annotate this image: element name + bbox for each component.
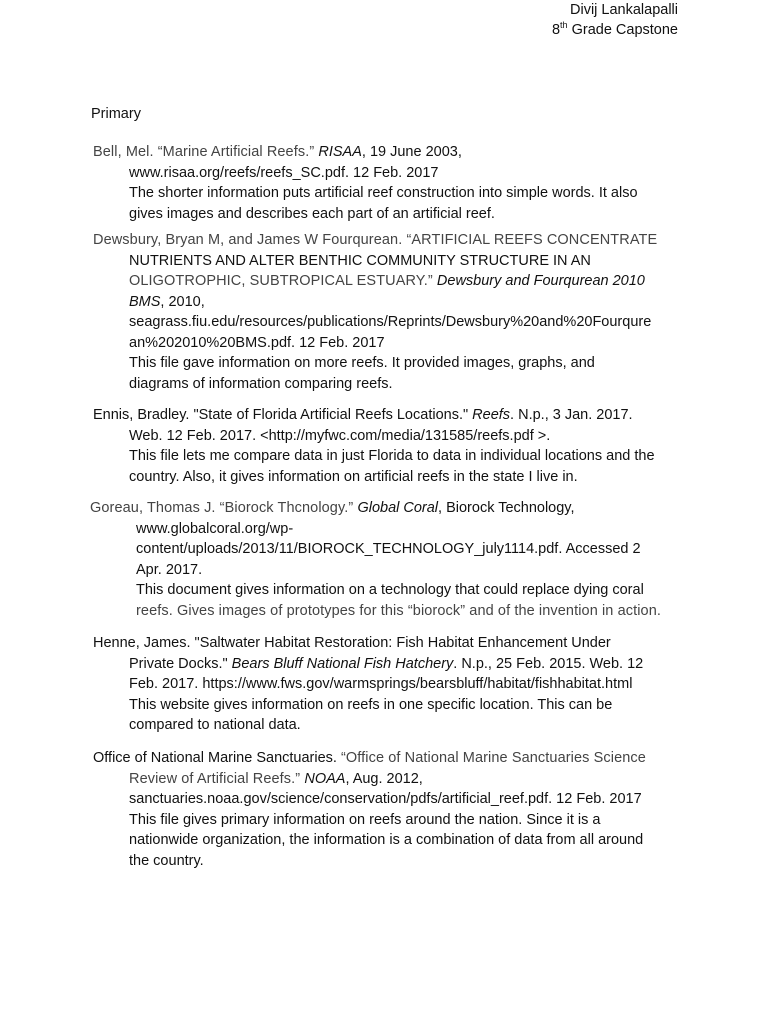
citation-line (93, 748, 646, 769)
course-name: Grade Capstone (567, 22, 678, 38)
citation-entry (93, 633, 643, 736)
page-header (552, 0, 678, 40)
citation-line (93, 769, 646, 790)
citation-line: www.risaa.org/reefs/reefs_SC.pdf. 12 Feb. 2017 (129, 164, 439, 181)
citation-line: sanctuaries.noaa.gov/science/conservation/pdfs/artificial_reef.pdf. 12 Feb. 2017 (129, 791, 642, 807)
author-name: Divij Lankalapalli (570, 2, 678, 18)
citation-text: , Aug. 2012, (345, 770, 423, 787)
citation-line: Apr. 2017. (136, 561, 203, 578)
citation-line (93, 142, 638, 163)
citation-text: “Office of National Marine Sanctuaries Science (340, 750, 646, 766)
citation-text: . N.p., 25 Feb. 2015. Web. 12 (453, 655, 644, 672)
citation-text: OLIGOTROPHIC, SUBTROPICAL ESTUARY.” (129, 273, 437, 289)
citation-line: www.globalcoral.org/wp- (136, 520, 294, 537)
grade-suffix: th (560, 20, 568, 30)
citation-text: Goreau, Thomas J. “Biorock Thcnology.” (90, 500, 358, 516)
citation-source-title: Global Coral (357, 500, 439, 516)
annotation-line: diagrams of information comparing reefs. (129, 375, 393, 392)
citation-text: Ennis, Bradley. "State of Florida Artificial Reefs Locations." (93, 407, 473, 423)
citation-source-title: Dewsbury and Fourqurean 2010 (436, 273, 645, 289)
citation-line: Feb. 2017. https://www.fws.gov/warmsprings/bearsbluff/habitat/fishhabitat.html (129, 676, 633, 692)
citation-line: Henne, James. "Saltwater Habitat Restoration: Fish Habitat Enhancement Under (93, 635, 611, 651)
citation-source-title: NOAA (304, 770, 346, 787)
citation-source-title: BMS (129, 293, 161, 310)
annotation-line: compared to national data. (129, 717, 301, 733)
annotation-line: This document gives information on a technology that could replace dying coral (136, 582, 644, 598)
annotation-line: This website gives information on reefs in one specific location. This can be (129, 696, 613, 713)
course-label (552, 20, 678, 40)
citation-entry (93, 142, 638, 224)
citation-line (93, 405, 655, 426)
citation-entry (93, 405, 655, 487)
citation-line: content/uploads/2013/11/BIOROCK_TECHNOLOGY_july1114.pdf. Accessed 2 (136, 541, 641, 557)
citation-source-title: Reefs (472, 407, 511, 423)
annotation-line: the country. (129, 852, 204, 869)
citation-line (93, 271, 657, 292)
citation-line: an%202010%20BMS.pdf. 12 Feb. 2017 (129, 334, 385, 351)
citation-line (90, 498, 661, 519)
annotation-line: The shorter information puts artificial reef construction into simple words. It also (129, 185, 638, 201)
annotation-line: gives images and describes each part of an artificial reef. (129, 205, 495, 222)
citation-entry (93, 230, 657, 394)
citation-entry (90, 498, 661, 621)
grade-number: 8 (551, 22, 561, 38)
annotation-line: country. Also, it gives information on artificial reefs in the state I live in. (129, 468, 578, 485)
citation-line: Web. 12 Feb. 2017. <http://myfwc.com/media/131585/reefs.pdf >. (129, 427, 551, 444)
citation-text: , 2010, (160, 293, 205, 310)
section-title: Primary (91, 106, 141, 122)
annotation-line: This file gave information on more reefs. It provided images, graphs, and (129, 355, 595, 371)
citation-source-title: Bears Bluff National Fish Hatchery (231, 655, 454, 672)
citation-text: Review of Artificial Reefs.” (129, 770, 305, 787)
citation-text: , 19 June 2003, (361, 144, 462, 160)
citation-line: NUTRIENTS AND ALTER BENTHIC COMMUNITY STRUCTURE IN AN (129, 252, 591, 269)
citation-line: seagrass.fiu.edu/resources/publications/Reprints/Dewsbury%20and%20Fourqure (129, 314, 652, 330)
citation-source-title: RISAA (318, 144, 362, 160)
annotation-line: reefs. Gives images of prototypes for this “biorock” and of the invention in action. (136, 602, 662, 619)
citation-text: , Biorock Technology, (438, 500, 575, 516)
citation-text: Bell, Mel. “Marine Artificial Reefs.” (93, 144, 319, 160)
citation-text: Private Docks." (129, 655, 232, 672)
annotation-line: This file lets me compare data in just Florida to data in individual locations and the (129, 448, 655, 464)
citation-text: . N.p., 3 Jan. 2017. (510, 407, 633, 423)
annotation-line: This file gives primary information on reefs around the nation. Since it is a (129, 811, 601, 828)
citation-entry (93, 748, 646, 871)
citation-text: Office of National Marine Sanctuaries. (93, 750, 341, 766)
annotation-line: nationwide organization, the information is a combination of data from all around (129, 832, 644, 848)
citation-line (93, 292, 657, 313)
citation-line: Dewsbury, Bryan M, and James W Fourqurean. “ARTIFICIAL REEFS CONCENTRATE (93, 232, 658, 248)
citation-line (93, 654, 643, 675)
